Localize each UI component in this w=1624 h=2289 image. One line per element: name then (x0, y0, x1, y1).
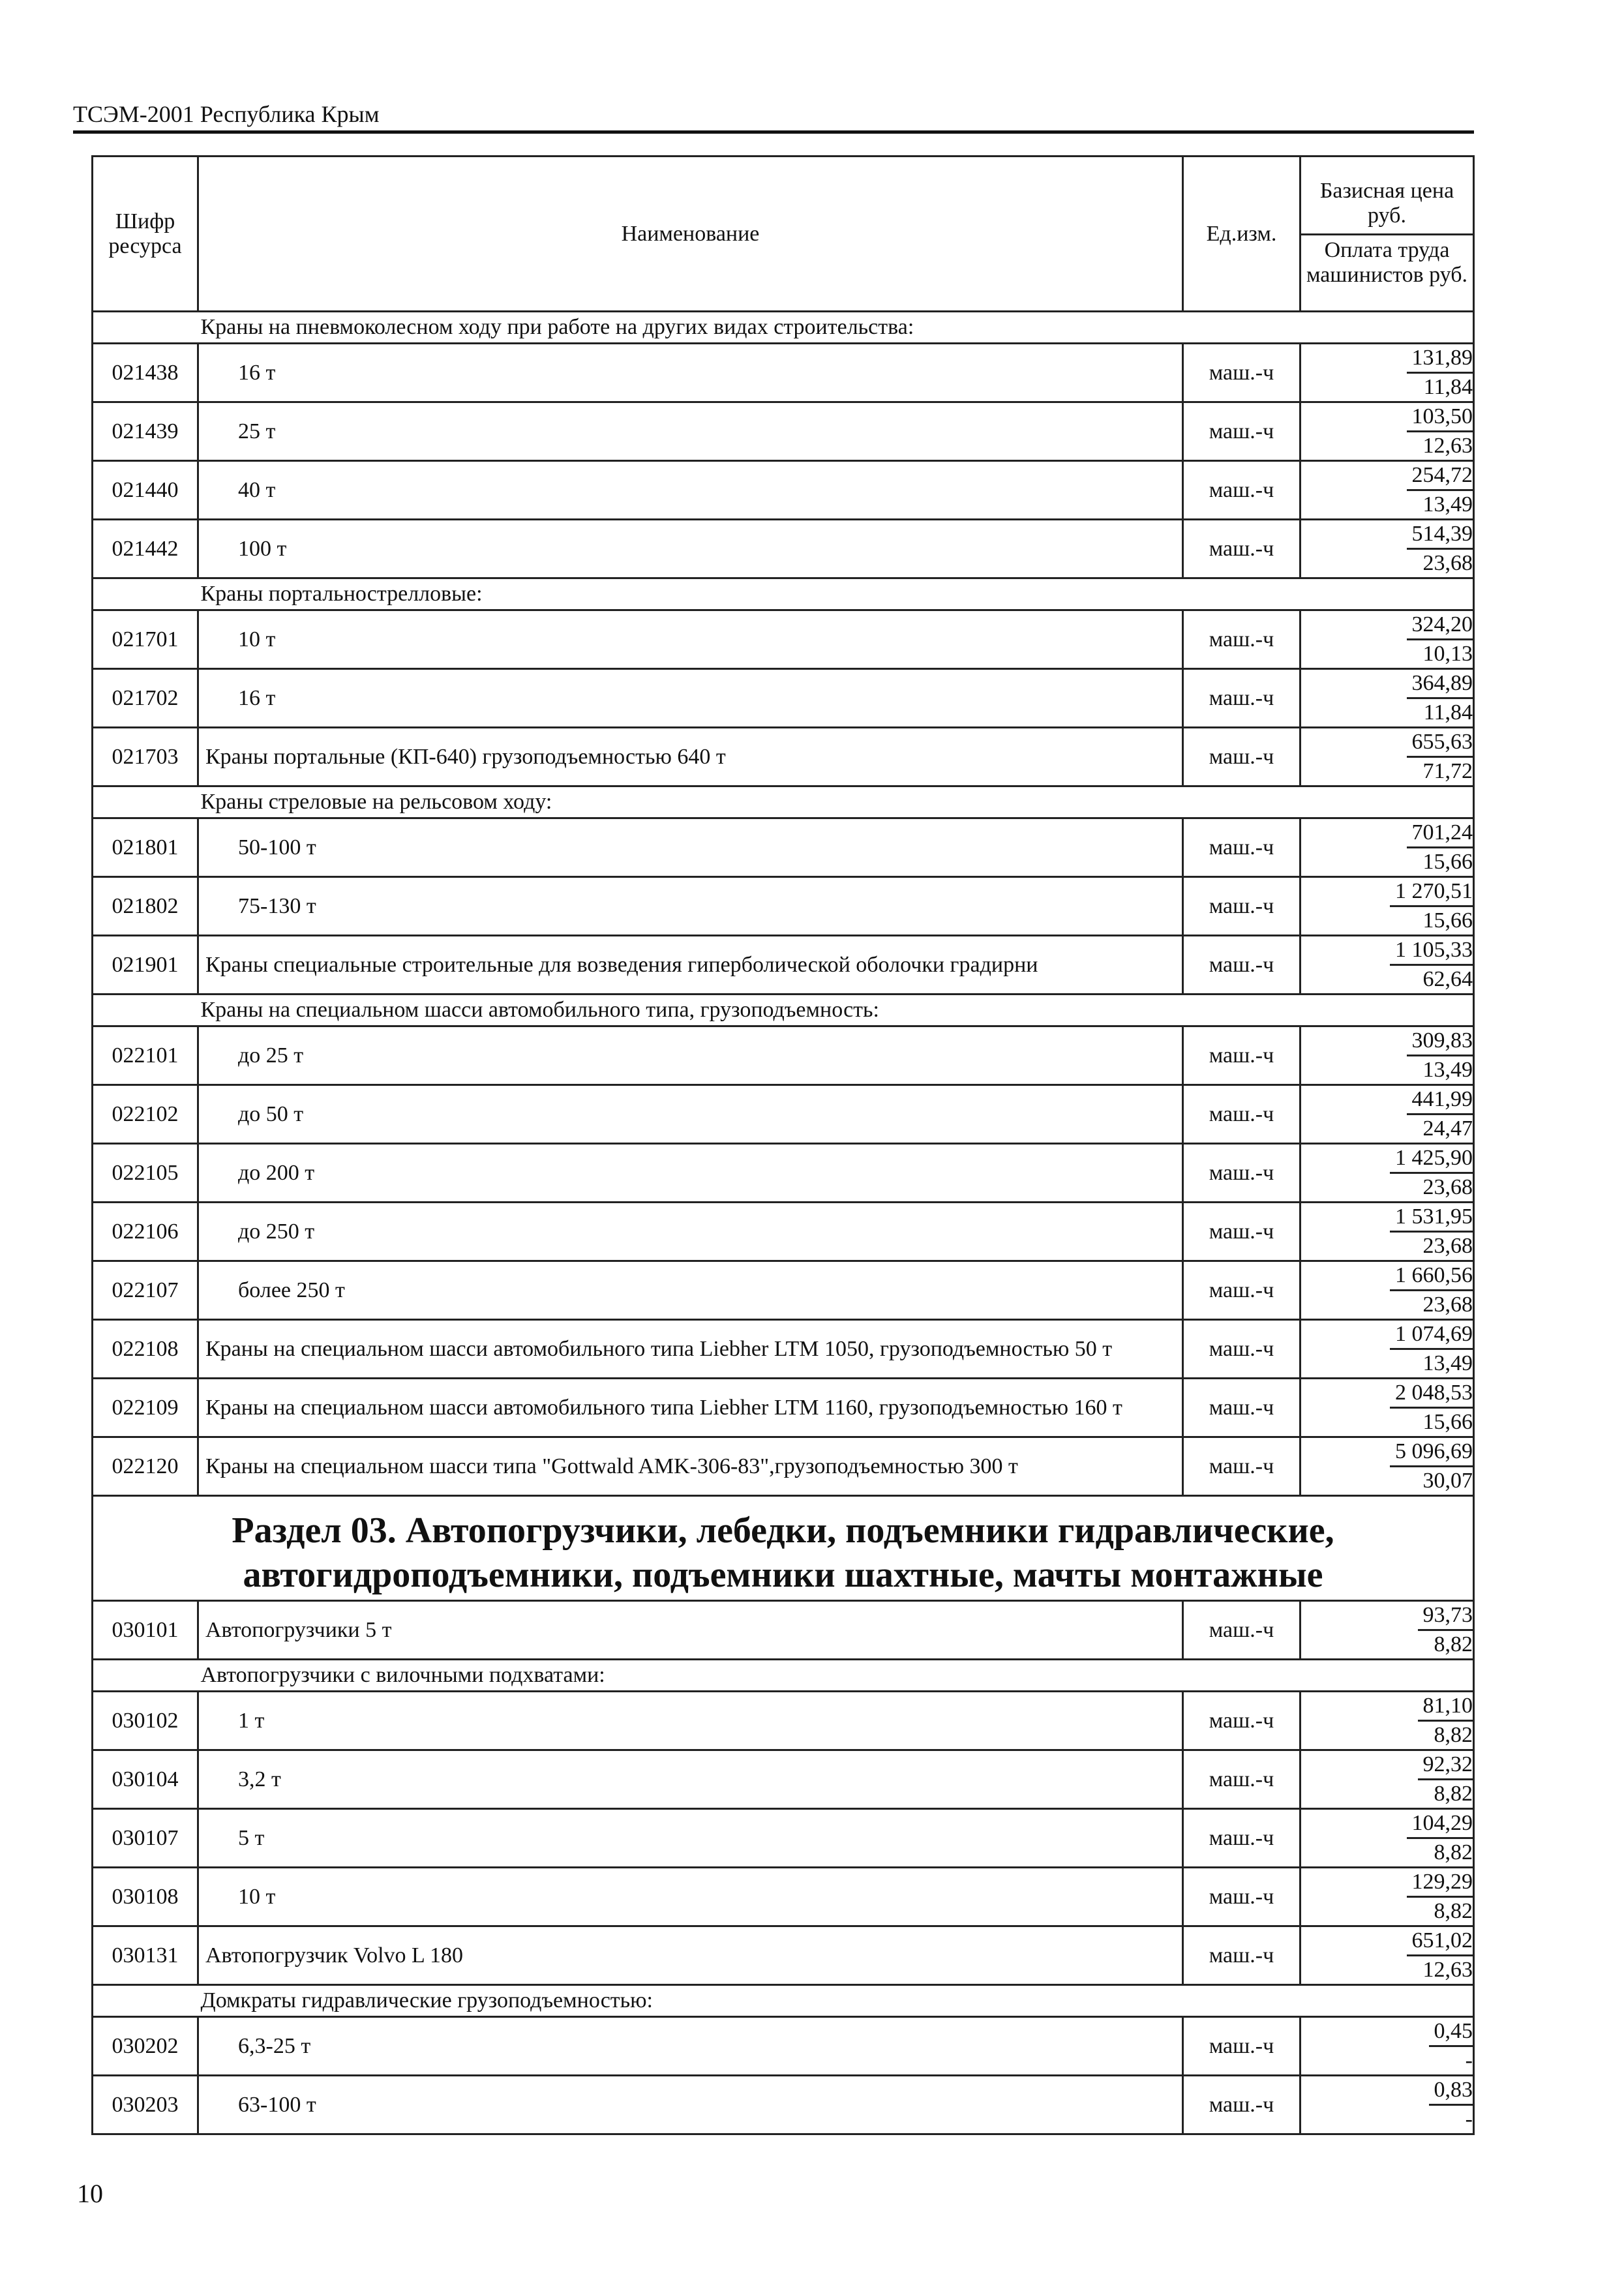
unit-of-measure: маш.-ч (1183, 610, 1301, 669)
base-price: 103,50 (1407, 403, 1473, 432)
group-title: Краны портальнострелловые: (198, 578, 1474, 610)
unit-of-measure: маш.-ч (1183, 1601, 1301, 1660)
base-price: 129,29 (1407, 1868, 1473, 1898)
table-row (93, 1868, 1474, 1926)
resource-code: 022106 (93, 1203, 198, 1261)
unit-of-measure: маш.-ч (1183, 1144, 1301, 1203)
operator-wage: - (1465, 2107, 1473, 2131)
price-cell (1301, 1085, 1474, 1144)
resource-code: 021801 (93, 818, 198, 877)
resource-name: Краны на специальном шасси типа "Gottwald AMK-306-83",грузоподъемностью 300 т (198, 1437, 1183, 1496)
price-cell (1301, 877, 1474, 936)
resource-code: 022102 (93, 1085, 198, 1144)
base-price: 324,20 (1407, 611, 1473, 640)
resource-code: 030101 (93, 1601, 198, 1660)
operator-wage: 13,49 (1422, 1351, 1473, 1375)
header-price-cell (1301, 157, 1474, 312)
resource-code: 022105 (93, 1144, 198, 1203)
group-header-row (93, 1660, 1474, 1692)
operator-wage: 23,68 (1422, 1234, 1473, 1258)
base-price: 1 270,51 (1390, 878, 1473, 907)
operator-wage: 30,07 (1422, 1469, 1473, 1493)
unit-of-measure: маш.-ч (1183, 1261, 1301, 1320)
base-price: 92,32 (1418, 1751, 1473, 1780)
base-price: 254,72 (1407, 462, 1473, 491)
resource-code: 030108 (93, 1868, 198, 1926)
resource-name: 6,3-25 т (198, 2017, 1183, 2076)
resource-code: 021701 (93, 610, 198, 669)
group-title: Краны на специальном шасси автомобильного типа, грузоподъемность: (198, 995, 1474, 1026)
unit-of-measure: маш.-ч (1183, 1437, 1301, 1496)
table-row (93, 520, 1474, 578)
group-code-cell (93, 1985, 198, 2017)
price-cell (1301, 402, 1474, 461)
unit-of-measure: маш.-ч (1183, 1379, 1301, 1437)
page-header: ТСЭМ-2001 Республика Крым (73, 98, 1474, 134)
table-row (93, 1320, 1474, 1379)
price-cell (1301, 1868, 1474, 1926)
unit-of-measure: маш.-ч (1183, 2017, 1301, 2076)
table-row (93, 1750, 1474, 1809)
group-code-cell (93, 995, 198, 1026)
unit-of-measure: маш.-ч (1183, 936, 1301, 995)
header-code: Шифр ресурса (93, 157, 198, 312)
resource-code: 021901 (93, 936, 198, 995)
unit-of-measure: маш.-ч (1183, 1926, 1301, 1985)
table-row (93, 877, 1474, 936)
operator-wage: 8,82 (1434, 1899, 1473, 1923)
table-row (93, 818, 1474, 877)
table-row (93, 2076, 1474, 2134)
price-table (91, 155, 1475, 2135)
base-price: 651,02 (1407, 1927, 1473, 1956)
resource-code: 030203 (93, 2076, 198, 2134)
price-cell (1301, 1261, 1474, 1320)
table-row (93, 936, 1474, 995)
operator-wage: 71,72 (1422, 759, 1473, 783)
unit-of-measure: маш.-ч (1183, 2076, 1301, 2134)
operator-wage: 8,82 (1434, 1632, 1473, 1656)
header-price: Базисная цена руб. (1301, 176, 1473, 235)
resource-name: до 250 т (198, 1203, 1183, 1261)
resource-name: Автопогрузчики 5 т (198, 1601, 1183, 1660)
resource-name: 40 т (198, 461, 1183, 520)
operator-wage: 23,68 (1422, 551, 1473, 575)
base-price: 1 425,90 (1390, 1144, 1473, 1174)
operator-wage: 12,63 (1422, 1958, 1473, 1982)
resource-name: 10 т (198, 610, 1183, 669)
resource-name: 63-100 т (198, 2076, 1183, 2134)
resource-code: 022108 (93, 1320, 198, 1379)
operator-wage: 11,84 (1423, 700, 1473, 725)
resource-name: 16 т (198, 344, 1183, 402)
table-row (93, 344, 1474, 402)
table-row (93, 2017, 1474, 2076)
resource-name: 3,2 т (198, 1750, 1183, 1809)
base-price: 514,39 (1407, 520, 1473, 550)
header-name: Наименование (198, 157, 1183, 312)
operator-wage: 23,68 (1422, 1175, 1473, 1199)
resource-code: 030102 (93, 1692, 198, 1750)
unit-of-measure: маш.-ч (1183, 877, 1301, 936)
price-cell (1301, 610, 1474, 669)
resource-name: 10 т (198, 1868, 1183, 1926)
operator-wage: 13,49 (1422, 1058, 1473, 1082)
group-header-row (93, 786, 1474, 818)
price-cell (1301, 1809, 1474, 1868)
price-cell (1301, 1320, 1474, 1379)
price-cell (1301, 2076, 1474, 2134)
price-cell (1301, 669, 1474, 728)
price-cell (1301, 1203, 1474, 1261)
price-cell (1301, 1144, 1474, 1203)
resource-name: 25 т (198, 402, 1183, 461)
resource-name: до 200 т (198, 1144, 1183, 1203)
group-header-row (93, 995, 1474, 1026)
table-row (93, 1026, 1474, 1085)
base-price: 309,83 (1407, 1027, 1473, 1056)
resource-code: 022101 (93, 1026, 198, 1085)
operator-wage: 15,66 (1422, 908, 1473, 933)
resource-code: 021440 (93, 461, 198, 520)
base-price: 131,89 (1407, 344, 1473, 374)
group-header-row (93, 1985, 1474, 2017)
base-price: 104,29 (1407, 1810, 1473, 1839)
resource-code: 030202 (93, 2017, 198, 2076)
section-heading-row (93, 1496, 1474, 1601)
operator-wage: 12,63 (1422, 434, 1473, 458)
unit-of-measure: маш.-ч (1183, 1868, 1301, 1926)
resource-code: 022107 (93, 1261, 198, 1320)
unit-of-measure: маш.-ч (1183, 728, 1301, 786)
resource-name: 1 т (198, 1692, 1183, 1750)
base-price: 364,89 (1407, 670, 1473, 699)
base-price: 1 531,95 (1390, 1203, 1473, 1233)
resource-code: 030104 (93, 1750, 198, 1809)
resource-code: 021438 (93, 344, 198, 402)
group-title: Краны стреловые на рельсовом ходу: (198, 786, 1474, 818)
table-row (93, 1261, 1474, 1320)
table-header-row (93, 157, 1474, 312)
resource-code: 021442 (93, 520, 198, 578)
unit-of-measure: маш.-ч (1183, 1809, 1301, 1868)
price-cell (1301, 520, 1474, 578)
price-cell (1301, 344, 1474, 402)
table-row (93, 1809, 1474, 1868)
operator-wage: 23,68 (1422, 1293, 1473, 1317)
table-row (93, 1692, 1474, 1750)
table-row (93, 1926, 1474, 1985)
group-header-row (93, 312, 1474, 344)
table-row (93, 402, 1474, 461)
base-price: 5 096,69 (1390, 1438, 1473, 1467)
group-code-cell (93, 786, 198, 818)
base-price: 2 048,53 (1390, 1379, 1473, 1409)
table-row (93, 1085, 1474, 1144)
unit-of-measure: маш.-ч (1183, 1692, 1301, 1750)
price-cell (1301, 1379, 1474, 1437)
table-row (93, 669, 1474, 728)
price-cell (1301, 728, 1474, 786)
price-cell (1301, 1026, 1474, 1085)
base-price: 1 074,69 (1390, 1321, 1473, 1350)
resource-name: до 50 т (198, 1085, 1183, 1144)
resource-code: 030107 (93, 1809, 198, 1868)
table-row (93, 461, 1474, 520)
section-heading: Раздел 03. Автопогрузчики, лебедки, подъемники гидравлические, автогидроподъемники, подъемники шахтные, мачты монтажные (93, 1496, 1474, 1601)
resource-code: 021703 (93, 728, 198, 786)
price-cell (1301, 1692, 1474, 1750)
unit-of-measure: маш.-ч (1183, 402, 1301, 461)
base-price: 1 660,56 (1390, 1262, 1473, 1291)
group-header-row (93, 578, 1474, 610)
operator-wage: 24,47 (1422, 1116, 1473, 1141)
price-cell (1301, 461, 1474, 520)
unit-of-measure: маш.-ч (1183, 1026, 1301, 1085)
base-price: 93,73 (1418, 1602, 1473, 1631)
table-row (93, 1437, 1474, 1496)
resource-name: 16 т (198, 669, 1183, 728)
base-price: 701,24 (1407, 819, 1473, 848)
resource-code: 021439 (93, 402, 198, 461)
table-row (93, 1601, 1474, 1660)
unit-of-measure: маш.-ч (1183, 818, 1301, 877)
base-price: 655,63 (1407, 728, 1473, 758)
unit-of-measure: маш.-ч (1183, 1203, 1301, 1261)
resource-name: Краны специальные строительные для возведения гиперболической оболочки градирни (198, 936, 1183, 995)
table-row (93, 1144, 1474, 1203)
operator-wage: 15,66 (1422, 850, 1473, 874)
unit-of-measure: маш.-ч (1183, 1320, 1301, 1379)
base-price: 1 105,33 (1390, 936, 1473, 966)
group-code-cell (93, 578, 198, 610)
operator-wage: 13,49 (1422, 492, 1473, 516)
group-title: Домкраты гидравлические грузоподъемностью: (198, 1985, 1474, 2017)
resource-name: 5 т (198, 1809, 1183, 1868)
price-cell (1301, 1601, 1474, 1660)
base-price: 81,10 (1418, 1692, 1473, 1722)
base-price: 441,99 (1407, 1086, 1473, 1115)
table-row (93, 610, 1474, 669)
base-price: 0,45 (1429, 2018, 1473, 2047)
group-title: Автопогрузчики с вилочными подхватами: (198, 1660, 1474, 1692)
resource-name: 100 т (198, 520, 1183, 578)
table-row (93, 728, 1474, 786)
price-cell (1301, 936, 1474, 995)
resource-name: Краны портальные (КП-640) грузоподъемностью 640 т (198, 728, 1183, 786)
resource-name: Автопогрузчик Volvo L 180 (198, 1926, 1183, 1985)
unit-of-measure: маш.-ч (1183, 669, 1301, 728)
base-price: 0,83 (1429, 2076, 1473, 2106)
operator-wage: - (1465, 2048, 1473, 2072)
unit-of-measure: маш.-ч (1183, 461, 1301, 520)
resource-name: Краны на специальном шасси автомобильного типа Liebher LTM 1160, грузоподъемностью 160 т (198, 1379, 1183, 1437)
resource-name: до 25 т (198, 1026, 1183, 1085)
operator-wage: 8,82 (1434, 1723, 1473, 1747)
table-row (93, 1379, 1474, 1437)
table-row (93, 1203, 1474, 1261)
price-cell (1301, 1437, 1474, 1496)
price-cell (1301, 818, 1474, 877)
unit-of-measure: маш.-ч (1183, 520, 1301, 578)
price-cell (1301, 1926, 1474, 1985)
unit-of-measure: маш.-ч (1183, 1085, 1301, 1144)
group-code-cell (93, 1660, 198, 1692)
resource-code: 021802 (93, 877, 198, 936)
price-cell (1301, 1750, 1474, 1809)
operator-wage: 15,66 (1422, 1410, 1473, 1434)
group-title: Краны на пневмоколесном ходу при работе на других видах строительства: (198, 312, 1474, 344)
resource-code: 030131 (93, 1926, 198, 1985)
operator-wage: 62,64 (1422, 967, 1473, 991)
operator-wage: 10,13 (1422, 642, 1473, 666)
resource-code: 022120 (93, 1437, 198, 1496)
group-code-cell (93, 312, 198, 344)
operator-wage: 11,84 (1423, 375, 1473, 399)
resource-name: Краны на специальном шасси автомобильного типа Liebher LTM 1050, грузоподъемностью 50 т (198, 1320, 1183, 1379)
header-labor: Оплата труда машинистов руб. (1306, 238, 1468, 287)
unit-of-measure: маш.-ч (1183, 1750, 1301, 1809)
resource-name: 50-100 т (198, 818, 1183, 877)
price-cell (1301, 2017, 1474, 2076)
page-number: 10 (77, 2179, 103, 2208)
resource-name: 75-130 т (198, 877, 1183, 936)
header-unit: Ед.изм. (1183, 157, 1301, 312)
resource-name: более 250 т (198, 1261, 1183, 1320)
operator-wage: 8,82 (1434, 1840, 1473, 1864)
resource-code: 021702 (93, 669, 198, 728)
operator-wage: 8,82 (1434, 1782, 1473, 1806)
resource-code: 022109 (93, 1379, 198, 1437)
unit-of-measure: маш.-ч (1183, 344, 1301, 402)
